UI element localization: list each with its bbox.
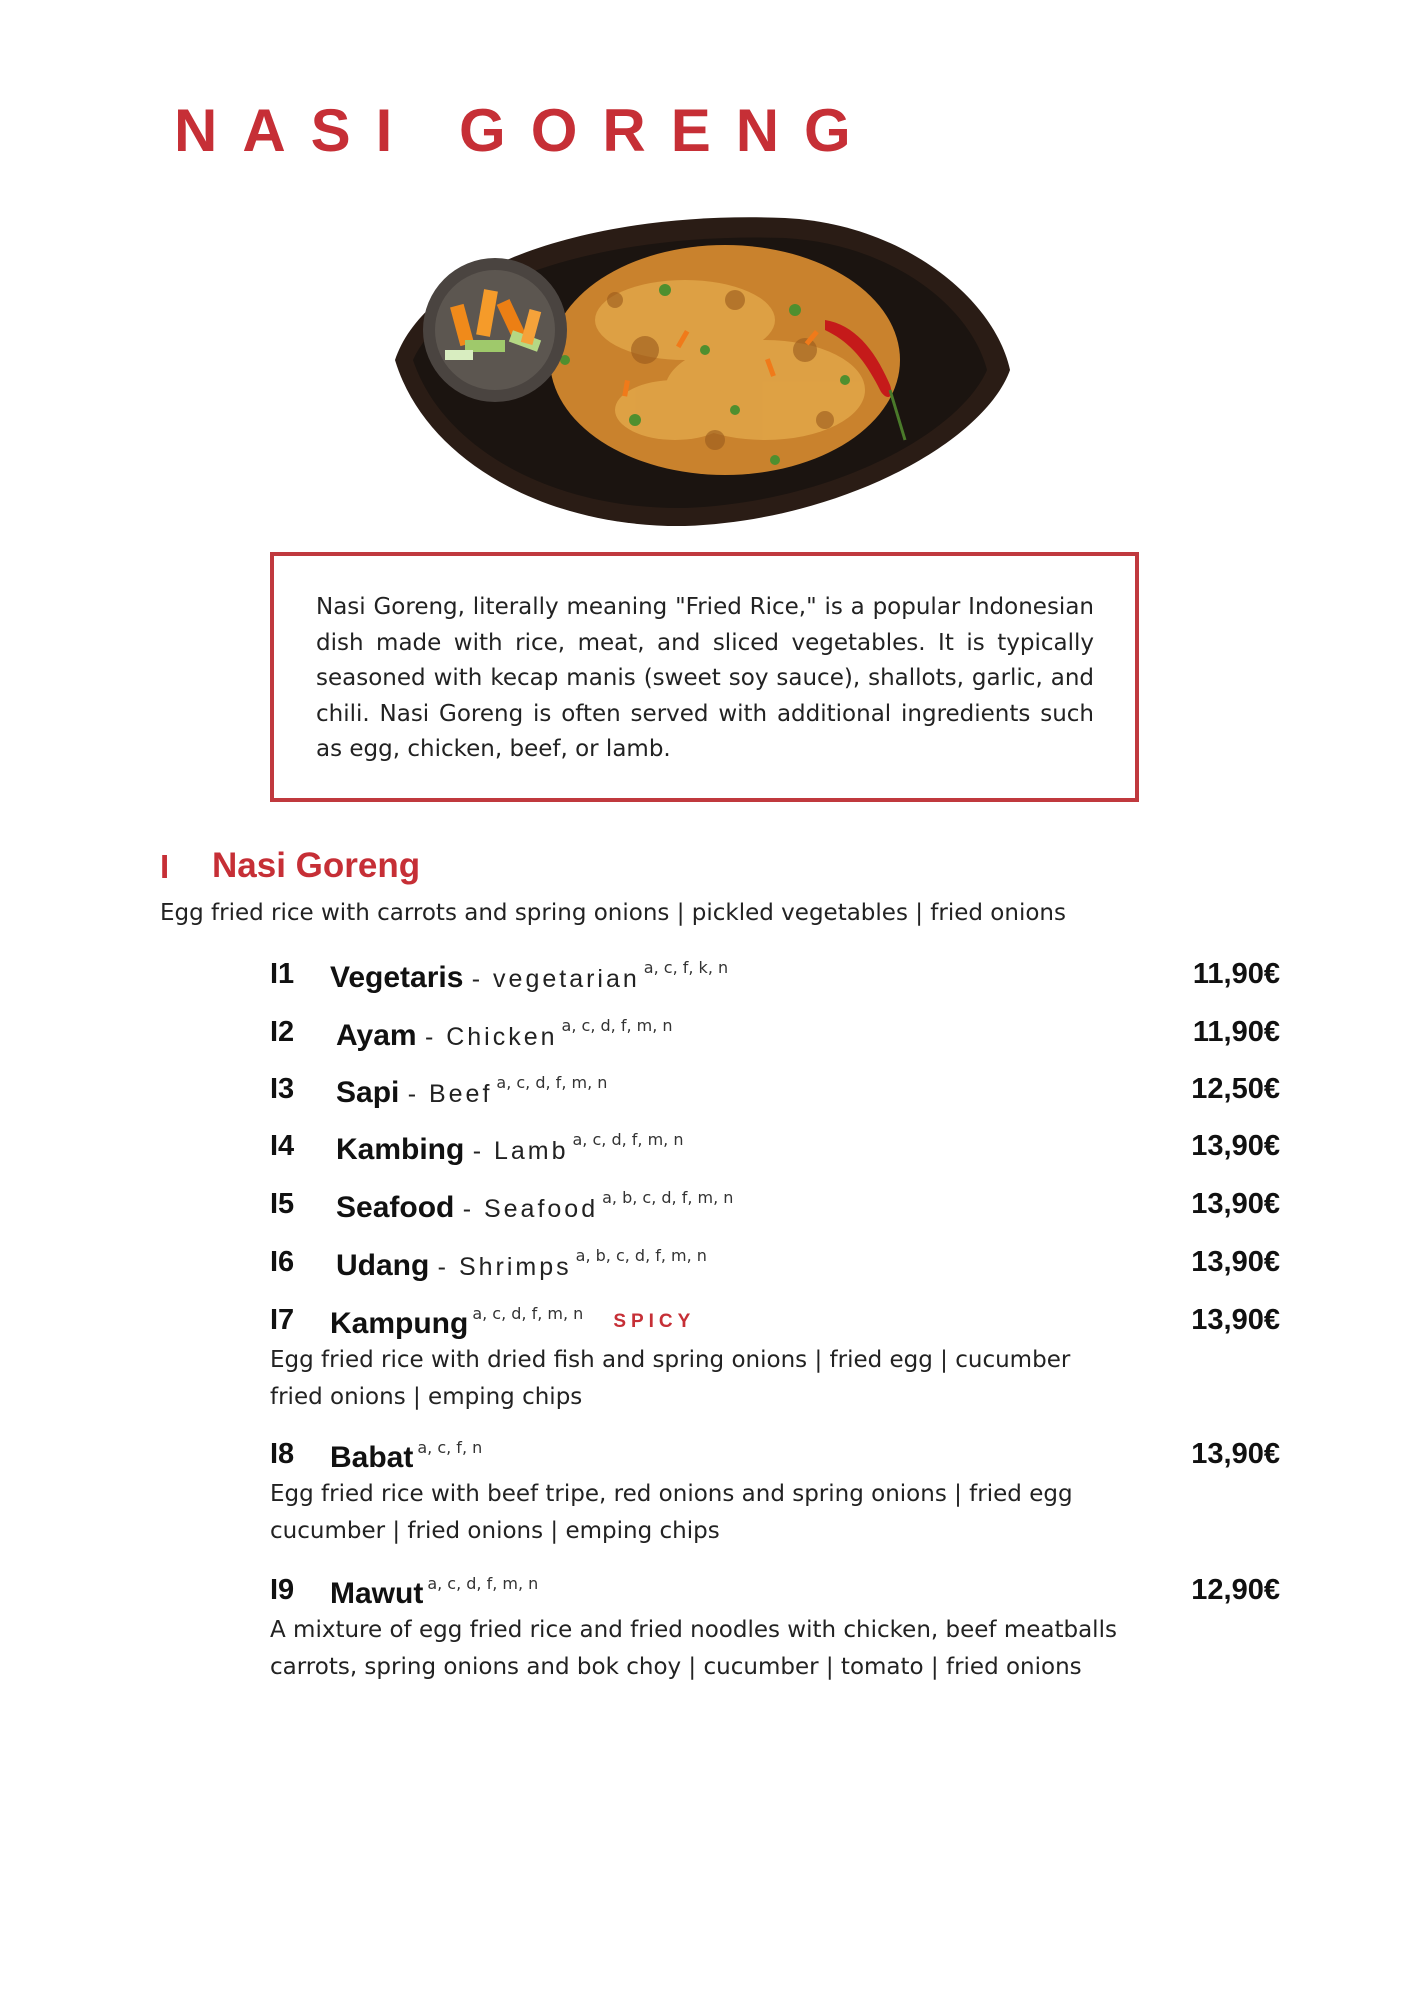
item-price: 13,90€ <box>1191 1246 1280 1278</box>
item-name: Seafood - Seafood $^{a, b, c, d, f, m, n}$ <box>336 1188 734 1224</box>
item-code: I4 <box>270 1130 295 1162</box>
item-translation: - Lamb <box>472 1137 569 1165</box>
menu-item-row <box>270 1130 1280 1170</box>
item-name: Babat $^{a, c, f, n}$ <box>330 1438 483 1474</box>
item-code: I3 <box>270 1073 295 1105</box>
item-name: Sapi - Beef $^{a, c, d, f, m, n}$ <box>336 1073 608 1109</box>
section-subtitle: Egg fried rice with carrots and spring onions | pickled vegetables | fried onions <box>160 900 1066 926</box>
item-code: I7 <box>270 1304 295 1336</box>
item-code: I2 <box>270 1016 295 1048</box>
item-price: 12,50€ <box>1191 1073 1280 1105</box>
item-name: Mawut $^{a, c, d, f, m, n}$ <box>330 1574 539 1610</box>
menu-item-row <box>270 1188 1280 1228</box>
menu-item-row <box>270 1574 1280 1614</box>
item-translation: - Shrimps <box>437 1253 572 1281</box>
description-box <box>270 552 1139 802</box>
item-allergens: a, b, c, d, f, m, n <box>602 1188 734 1207</box>
section-title: Nasi Goreng <box>212 846 421 885</box>
item-allergens: a, c, d, f, m, n <box>427 1574 539 1593</box>
item-code: I6 <box>270 1246 295 1278</box>
item-price: 11,90€ <box>1192 958 1280 990</box>
item-translation: - Seafood <box>462 1195 599 1223</box>
item-code: I9 <box>270 1574 295 1606</box>
menu-item-row <box>270 1073 1280 1113</box>
menu-item-row <box>270 1438 1280 1478</box>
dish-description: Nasi Goreng, literally meaning "Fried Rice," is a popular Indonesian dish made with rice, meat, and sliced vegetables. It is typically seasoned with kecap manis (sweet soy sauce), shallots, garlic, and chili. Nasi Goreng is often served with additional ingredients such as egg, chicken, beef, or lamb. <box>316 594 1094 762</box>
item-price: 13,90€ <box>1191 1130 1280 1162</box>
item-price: 13,90€ <box>1191 1438 1280 1470</box>
item-allergens: a, c, d, f, m, n <box>572 1130 684 1149</box>
item-description: A mixture of egg fried rice and fried noodles with chicken, beef meatballs carrots, spring onions and bok choy | cucumber | tomato | fried onions <box>270 1617 1117 1680</box>
item-allergens: a, c, d, f, m, n <box>472 1304 584 1323</box>
item-price: 11,90€ <box>1192 1016 1280 1048</box>
item-price: 13,90€ <box>1191 1188 1280 1220</box>
item-translation: - Chicken <box>424 1023 558 1051</box>
item-price: 13,90€ <box>1191 1304 1280 1336</box>
item-allergens: a, c, f, n <box>417 1438 483 1457</box>
menu-item-row <box>270 1304 1280 1344</box>
item-name: Ayam - Chicken $^{a, c, d, f, m, n}$ <box>336 1016 673 1052</box>
item-code: I5 <box>270 1188 295 1220</box>
item-translation: - vegetarian <box>471 965 640 993</box>
spicy-badge: SPICY <box>613 1311 696 1332</box>
item-code: I1 <box>270 958 295 990</box>
item-allergens: a, c, d, f, m, n <box>496 1073 608 1092</box>
item-allergens: a, b, c, d, f, m, n <box>575 1246 707 1265</box>
item-price: 12,90€ <box>1191 1574 1280 1606</box>
nasi-goreng-dish-image <box>385 210 1015 530</box>
item-translation: - Beef <box>407 1080 493 1108</box>
item-description: Egg fried rice with beef tripe, red onions and spring onions | fried egg cucumber | fried onions | emping chips <box>270 1481 1073 1544</box>
menu-item-row <box>270 1246 1280 1286</box>
item-name: Kambing - Lamb $^{a, c, d, f, m, n}$ <box>336 1130 684 1166</box>
item-description: Egg fried rice with dried fish and spring onions | fried egg | cucumber fried onions | emping chips <box>270 1347 1071 1410</box>
item-allergens: a, c, d, f, m, n <box>561 1016 673 1035</box>
item-allergens: a, c, f, k, n <box>643 958 729 977</box>
menu-item-row <box>270 1016 1280 1056</box>
page-title: NASI GORENG <box>174 97 876 164</box>
item-name: Kampung $^{a, c, d, f, m, n}$ $^{SPICY}$ <box>330 1304 696 1340</box>
item-code: I8 <box>270 1438 295 1470</box>
menu-item-row <box>270 958 1280 998</box>
item-name: Vegetaris - vegetarian $^{a, c, f, k, n}$ <box>330 958 729 994</box>
section-code: I <box>160 848 170 885</box>
item-name: Udang - Shrimps $^{a, b, c, d, f, m, n}$ <box>336 1246 707 1282</box>
